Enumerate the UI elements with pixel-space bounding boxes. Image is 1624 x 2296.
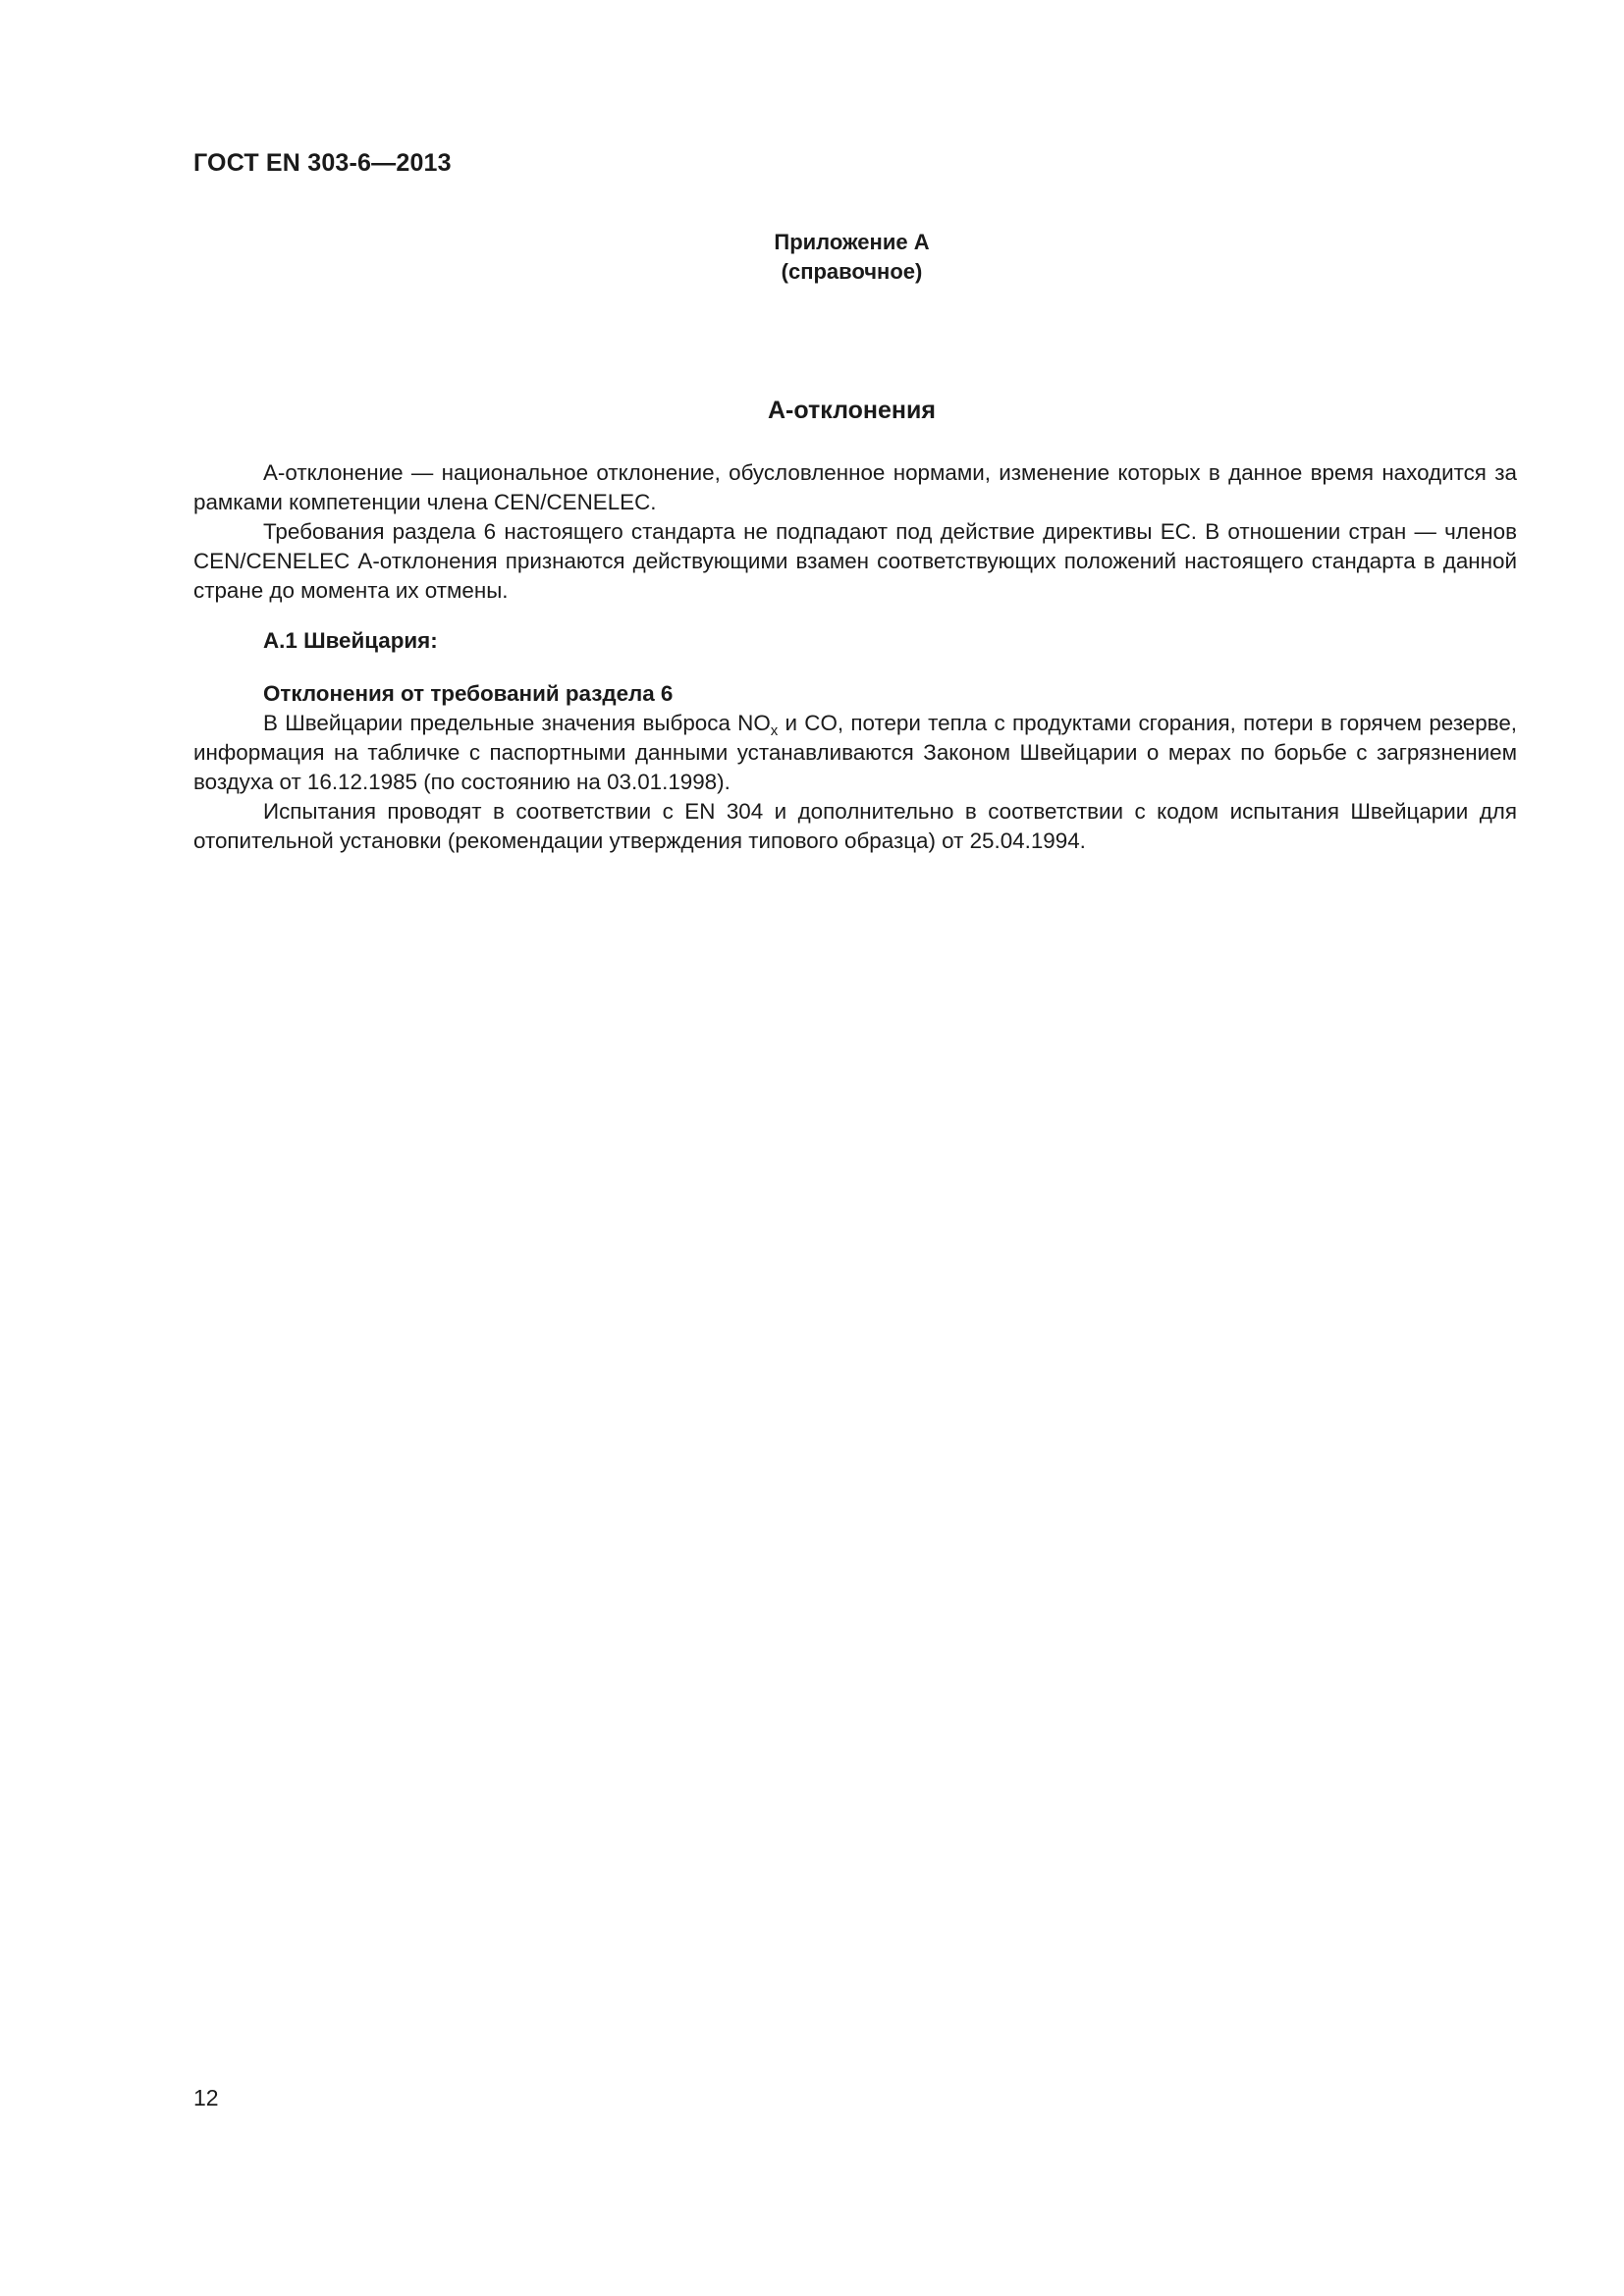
swiss-limits-text-after-subscript: и CO, потери тепла с продуктами сгорания, потери в горячем резерве, информация на табличке с паспортными данными устанавливаются Законом Швейцарии о мерах по борьбе с загрязнением воздуха от 16.12.1985 (по состоянию на 03.01.1998). [193, 711, 1517, 794]
swiss-limits-text-before-subscript: В Швейцарии предельные значения выброса NO [263, 711, 771, 735]
nox-subscript: x [770, 722, 779, 739]
appendix-type: (справочное) [781, 259, 923, 284]
subsection-heading: А.1 Швейцария: [263, 628, 438, 653]
swiss-limits-paragraph [193, 709, 1517, 797]
intro-paragraph-2: Требования раздела 6 настоящего стандарта не подпадают под действие директивы ЕС. В отношении стран — членов CEN/CENELEC А-отклонения признаются действующими взамен соответствующих положений настоящего стандарта в данной стране до момента их отмены. [193, 519, 1517, 603]
tests-paragraph: Испытания проводят в соответствии с EN 304 и дополнительно в соответствии с кодом испытания Швейцарии для отопительной установки (рекомендации утверждения типового образца) от 25.04.1994. [193, 799, 1517, 853]
section-title: А-отклонения [768, 397, 936, 424]
subsection-heading-block [193, 626, 1517, 656]
deviations-heading: Отклонения от требований раздела 6 [263, 681, 674, 706]
deviation-text [193, 679, 1517, 856]
introduction-text [193, 458, 1517, 606]
appendix-title: Приложение А [774, 230, 930, 254]
page-number: 12 [193, 2085, 219, 2110]
document-code: ГОСТ EN 303-6—2013 [193, 149, 452, 177]
intro-paragraph-1: А-отклонение — национальное отклонение, обусловленное нормами, изменение которых в данное время находится за рамками компетенции члена CEN/CENELEC. [193, 460, 1517, 514]
